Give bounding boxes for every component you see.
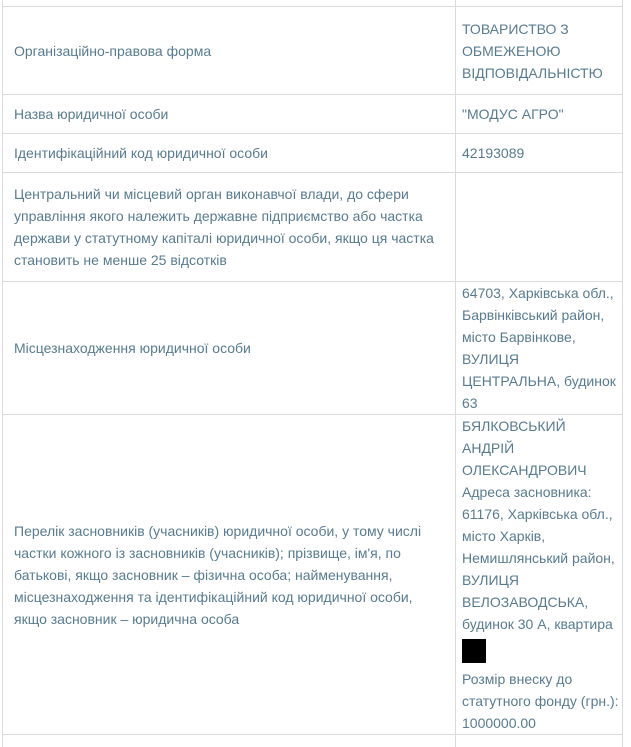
founder-address: Адреса засновника: 61176, Харківська обл., місто Харків, Немишлянський район, ВУЛИЦЯ ВЕЛОЗАВОДСЬКА, будинок 30 А, квартира <box>462 481 619 635</box>
table-row-company-name <box>3 95 623 134</box>
field-value: ТОВАРИСТВО З ОБМЕЖЕНОЮ ВІДПОВІДАЛЬНІСТЮ <box>456 7 623 95</box>
founder-name: БЯЛКОВСЬКИЙ АНДРІЙ ОЛЕКСАНДРОВИЧ <box>462 415 619 481</box>
field-label: Організаційно-правова форма <box>3 7 456 95</box>
field-value <box>456 735 623 747</box>
field-value: 64703, Харківська обл., Барвінківський район, місто Барвінкове, ВУЛИЦЯ ЦЕНТРАЛЬНА, будинок 63 <box>456 282 623 415</box>
field-value: 42193089 <box>456 134 623 173</box>
field-value <box>456 173 623 282</box>
field-label: Місцезнаходження юридичної особи <box>3 282 456 415</box>
field-label: Центральний чи місцевий орган виконавчої влади, до сфери управління якого належить державне підприємство або частка держави у статутному капіталі юридичної особи, якщо ця частка становить не менше 25 відсотків <box>3 173 456 282</box>
table-row-partial-bottom <box>3 735 623 747</box>
table-row-state-authority <box>3 173 623 282</box>
table-row-founders <box>3 415 623 735</box>
field-value: "МОДУС АГРО" <box>456 95 623 134</box>
field-label: Перелік засновників (учасників) юридичної особи, у тому числі частки кожного із засновників (учасників); прізвище, ім'я, по батькові, якщо засновник – фізична особа; найменування, місцезнаходження та ідентифікаційний код юридичної особи, якщо засновник – юридична особа <box>3 415 456 735</box>
field-label: Назва юридичної особи <box>3 95 456 134</box>
founder-contribution: Розмір внеску до статутного фонду (грн.): 1000000.00 <box>462 668 619 734</box>
table-row-legal-form <box>3 7 623 95</box>
field-value <box>456 415 623 735</box>
registry-table <box>2 0 623 747</box>
table-row-location <box>3 282 623 415</box>
redaction-box <box>462 639 486 663</box>
table-row-edrpou-code <box>3 134 623 173</box>
field-label: Ідентифікаційний код юридичної особи <box>3 134 456 173</box>
field-label <box>3 735 456 747</box>
